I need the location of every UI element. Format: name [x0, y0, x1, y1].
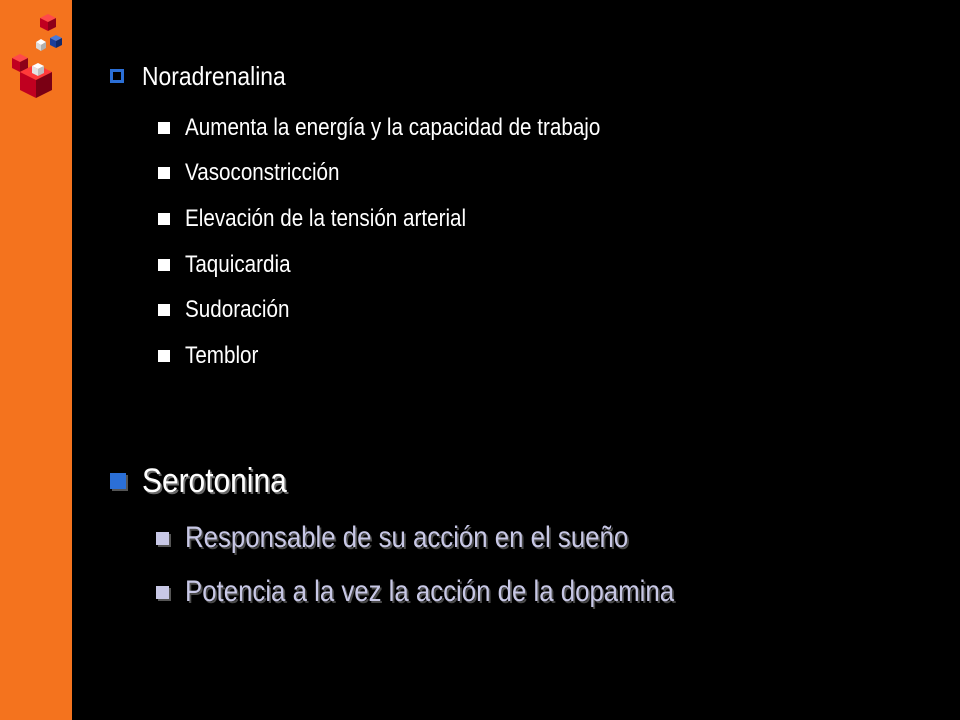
section-title: Noradrenalina [142, 61, 286, 91]
bullet-item-serotonina [110, 459, 306, 503]
square-bullet-icon [156, 586, 169, 599]
list-item [158, 295, 306, 325]
list-item-text: Elevación de la tensión arterial [185, 205, 467, 232]
list-item-text: Responsable de su acción en el sueño [185, 521, 629, 554]
list-item-text: Taquicardia [185, 251, 291, 278]
square-bullet-icon [156, 532, 169, 545]
orange-side-bar [0, 0, 72, 720]
square-bullet-icon [158, 213, 170, 225]
list-item-text: Vasoconstricción [185, 159, 340, 186]
square-bullet-icon [158, 304, 170, 316]
list-item [156, 572, 754, 612]
list-item [156, 518, 700, 558]
list-item [158, 158, 365, 188]
list-item-text: Potencia a la vez la acción de la dopamina [185, 575, 675, 608]
list-item [158, 341, 270, 371]
hollow-square-bullet-icon [110, 69, 124, 83]
section-title: Serotonina [142, 462, 287, 500]
square-bullet-icon [158, 350, 170, 362]
list-item [158, 250, 308, 280]
list-item [158, 113, 668, 143]
square-bullet-icon [158, 167, 170, 179]
blue-square-bullet-icon [110, 473, 126, 489]
list-item-text: Sudoración [185, 296, 290, 323]
list-item-text: Temblor [185, 342, 259, 369]
list-item-text: Aumenta la energía y la capacidad de trabajo [185, 114, 601, 141]
list-item [158, 204, 512, 234]
square-bullet-icon [158, 259, 170, 271]
bullet-item-noradrenalina [110, 58, 305, 94]
square-bullet-icon [158, 122, 170, 134]
stacked-cubes-logo-icon [6, 14, 66, 98]
